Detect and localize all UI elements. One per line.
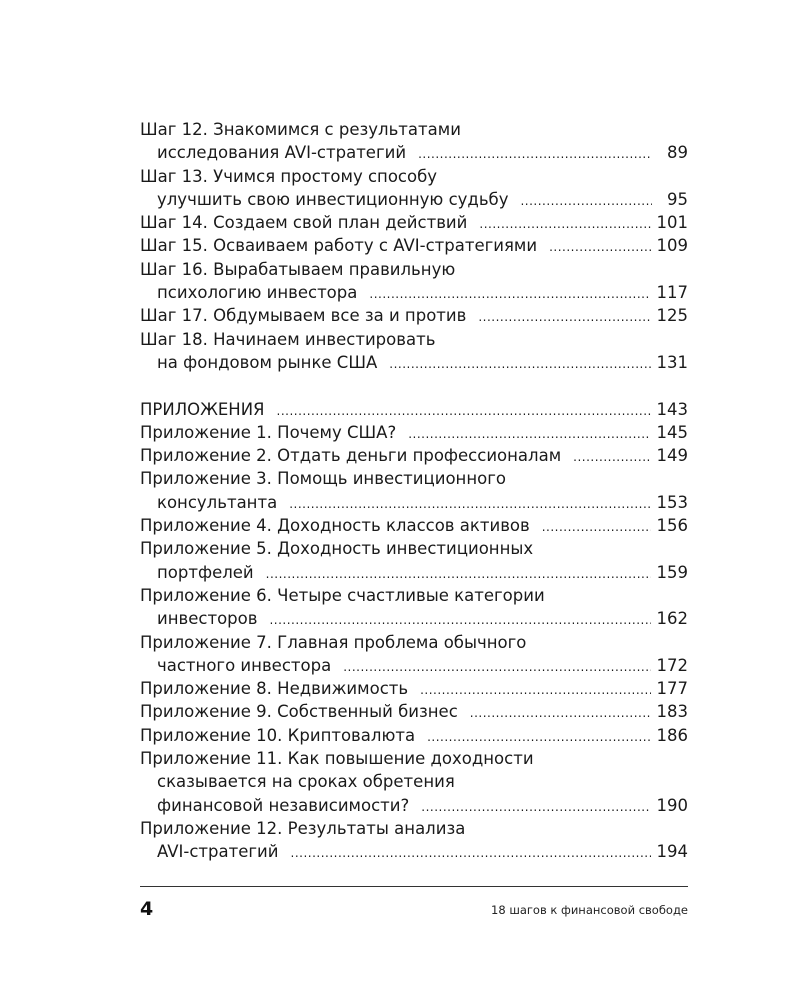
toc-entry-title: Шаг 14. Создаем свой план действий [140,213,468,233]
toc-entry-title: Шаг 12. Знакомимся с результатами [140,120,461,139]
dot-leader [343,656,650,679]
dot-leader [573,446,650,469]
toc-page-number: 149 [656,446,688,466]
toc-entry-appendix-11-cont [140,794,688,817]
dot-leader [520,190,652,213]
toc-entry-appendix-6 [140,584,688,607]
toc-entry-appendix-10 [140,724,688,747]
toc-entry-title: на фондовом рынке США [157,352,378,372]
toc-entry-step-16 [140,258,688,281]
toc-entry-appendix-6-cont [140,607,688,630]
dot-leader [549,236,650,259]
page-number: 4 [140,898,154,920]
toc-page-number: 194 [656,842,688,862]
dot-leader [269,609,650,632]
toc-page-number: 117 [656,283,688,303]
toc-entry-title: Шаг 18. Начинаем инвестировать [140,329,436,349]
toc-entry-title: Приложение 11. Как повышение доходности [140,749,534,769]
toc-entry-title: Приложение 12. Результаты анализа [140,818,466,838]
toc-entry-step-16-cont [140,281,688,304]
toc-entry-title: Приложение 8. Недвижимость [140,679,409,699]
toc-entry-step-18-cont [140,351,688,374]
toc-entry-appendix-5 [140,537,688,560]
toc-entry-title: Приложение 4. Доходность классов активов [140,516,530,536]
toc-entry-step-17 [140,304,688,327]
toc-entry-step-12 [140,118,688,141]
toc-entry-title: частного инвестора [157,655,332,675]
toc-entry-title: Приложение 10. Криптовалюта [140,725,416,745]
dot-leader [277,400,651,423]
toc-page-number: 101 [656,213,688,233]
toc-page-number: 156 [656,516,688,536]
toc-entry-title: AVI-стратегий [157,842,279,862]
dot-leader [389,353,650,376]
toc-entry-step-12-cont [140,141,688,164]
dot-leader [369,283,650,306]
toc-page-number: 172 [656,655,688,675]
toc-entry-appendix-12 [140,817,688,840]
dot-leader [542,516,651,539]
toc-entry-appendix-7-cont [140,654,688,677]
toc-entry-title: Приложение 2. Отдать деньги профессионалам [140,446,562,466]
dot-leader [418,143,652,166]
dot-leader [479,213,650,236]
toc-page-number: 153 [656,492,688,512]
dot-leader [478,306,650,329]
toc-entry-appendix-5-cont [140,561,688,584]
toc-page-number: 145 [656,422,688,442]
dot-leader [427,726,650,749]
dot-leader [266,563,651,586]
toc-page-number: 89 [667,143,688,163]
toc-entry-title: Шаг 13. Учимся простому способу [140,166,438,186]
table-of-contents [140,118,688,864]
toc-entry-title: Приложение 5. Доходность инвестиционных [140,539,534,559]
toc-entry-title: Приложение 7. Главная проблема обычного [140,632,527,652]
toc-entry-title: финансовой независимости? [157,795,410,815]
toc-page-number: 143 [656,399,688,419]
toc-entry-title: консультанта [157,492,278,512]
dot-leader [470,702,651,725]
toc-page-number: 125 [656,306,688,326]
toc-entry-title: Шаг 17. Обдумываем все за и против [140,306,467,326]
toc-page-number: 186 [656,725,688,745]
toc-entry-appendix-11-cont [140,770,688,793]
toc-entry-appendix-7 [140,631,688,654]
toc-entry-title: Шаг 16. Вырабатываем правильную [140,259,456,279]
toc-entry-title: Приложение 6. Четыре счастливые категории [140,585,545,605]
toc-entry-appendix-3 [140,467,688,490]
toc-page-number: 131 [656,352,688,372]
toc-page-number: 159 [656,562,688,582]
toc-page-number: 95 [667,189,688,209]
toc-entry-title: психологию инвестора [157,283,358,303]
toc-entry-title: улучшить свою инвестиционную судьбу [157,189,509,209]
toc-entry-title: портфелей [157,562,254,582]
toc-page-number: 190 [656,795,688,815]
dot-leader [408,423,650,446]
toc-entry-appendix-11 [140,747,688,770]
toc-entry-step-18 [140,328,688,351]
footer-divider [140,886,688,887]
dot-leader [289,493,650,516]
running-title: 18 шагов к финансовой свободе [491,903,688,917]
toc-entry-title: Приложение 3. Помощь инвестиционного [140,469,506,489]
toc-entry-step-13 [140,165,688,188]
toc-entry-appendix-2 [140,444,688,467]
dot-leader [421,796,650,819]
dot-leader [420,679,650,702]
toc-entry-title: Шаг 15. Осваиваем работу с AVI-стратегиями [140,236,538,256]
toc-entry-title: инвесторов [157,609,258,629]
toc-page-number: 162 [656,609,688,629]
toc-entry-appendix-3-cont [140,491,688,514]
toc-page-number: 177 [656,679,688,699]
section-spacer [140,374,688,397]
toc-entry-appendix-4 [140,514,688,537]
toc-entry-step-13-cont [140,188,688,211]
toc-entry-step-14 [140,211,688,234]
toc-entry-appendices [140,398,688,421]
toc-entry-title: Приложение 9. Собственный бизнес [140,702,458,722]
toc-entry-title: исследования AVI-стратегий [157,143,407,163]
toc-entry-title: ПРИЛОЖЕНИЯ [140,399,265,419]
toc-page-number: 109 [656,236,688,256]
toc-entry-appendix-1 [140,421,688,444]
toc-entry-appendix-9 [140,700,688,723]
toc-entry-step-15 [140,234,688,257]
toc-entry-appendix-8 [140,677,688,700]
toc-entry-title: сказывается на сроках обретения [157,772,455,792]
dot-leader [291,842,651,865]
toc-entry-appendix-12-cont [140,840,688,863]
toc-page-number: 183 [656,702,688,722]
toc-entry-title: Приложение 1. Почему США? [140,422,397,442]
